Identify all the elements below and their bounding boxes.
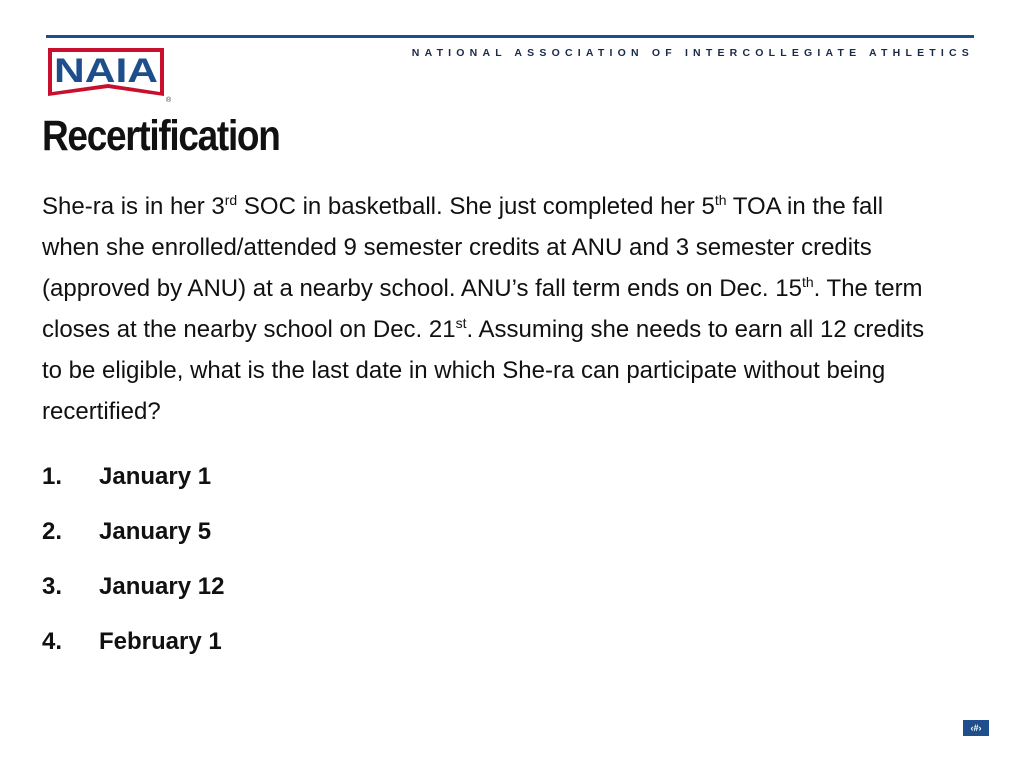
answer-option xyxy=(42,623,224,678)
ordinal-suffix: th xyxy=(801,274,814,290)
ordinal-suffix: th xyxy=(714,192,727,208)
question-text: . The term closes at the nearby school on Dec. 21 xyxy=(42,275,923,343)
answer-number: 1. xyxy=(42,463,63,490)
organization-name: NATIONAL ASSOCIATION OF INTERCOLLEGIATE ATHLETICS xyxy=(411,47,974,59)
ordinal-suffix: st xyxy=(455,315,467,331)
answer-option xyxy=(42,513,224,568)
question-text: SOC in basketball. She just completed her 5 xyxy=(237,193,715,220)
answer-number: 2. xyxy=(42,518,63,545)
slide-title: Recertification xyxy=(42,112,280,160)
answer-option xyxy=(42,458,224,513)
header-rule xyxy=(46,35,974,38)
slide-number: ‹#› xyxy=(963,720,989,736)
answer-label: January 12 xyxy=(99,573,225,600)
ordinal-suffix: rd xyxy=(224,192,238,208)
question-text: TOA in the fall when she enrolled/attended 9 semester credits at ANU and 3 semester credits (approved by ANU) at a nearby school. ANU’s fall term ends on Dec. 15 xyxy=(42,193,884,302)
answer-label: January 1 xyxy=(99,463,212,490)
question-paragraph xyxy=(42,186,947,432)
answer-option xyxy=(42,568,224,623)
answer-label: February 1 xyxy=(99,628,222,655)
question-text: . Assuming she needs to earn all 12 credits to be eligible, what is the last date in which She-ra can participate without being recertified? xyxy=(42,316,925,425)
answer-label: January 5 xyxy=(99,518,212,545)
answer-number: 3. xyxy=(42,573,63,600)
answer-list xyxy=(42,458,224,678)
naia-logo-text: NAIA xyxy=(54,52,158,90)
answer-number: 4. xyxy=(42,628,63,655)
naia-logo xyxy=(46,44,170,106)
registered-mark: ® xyxy=(166,97,172,104)
question-text: She-ra is in her 3 xyxy=(42,193,225,220)
